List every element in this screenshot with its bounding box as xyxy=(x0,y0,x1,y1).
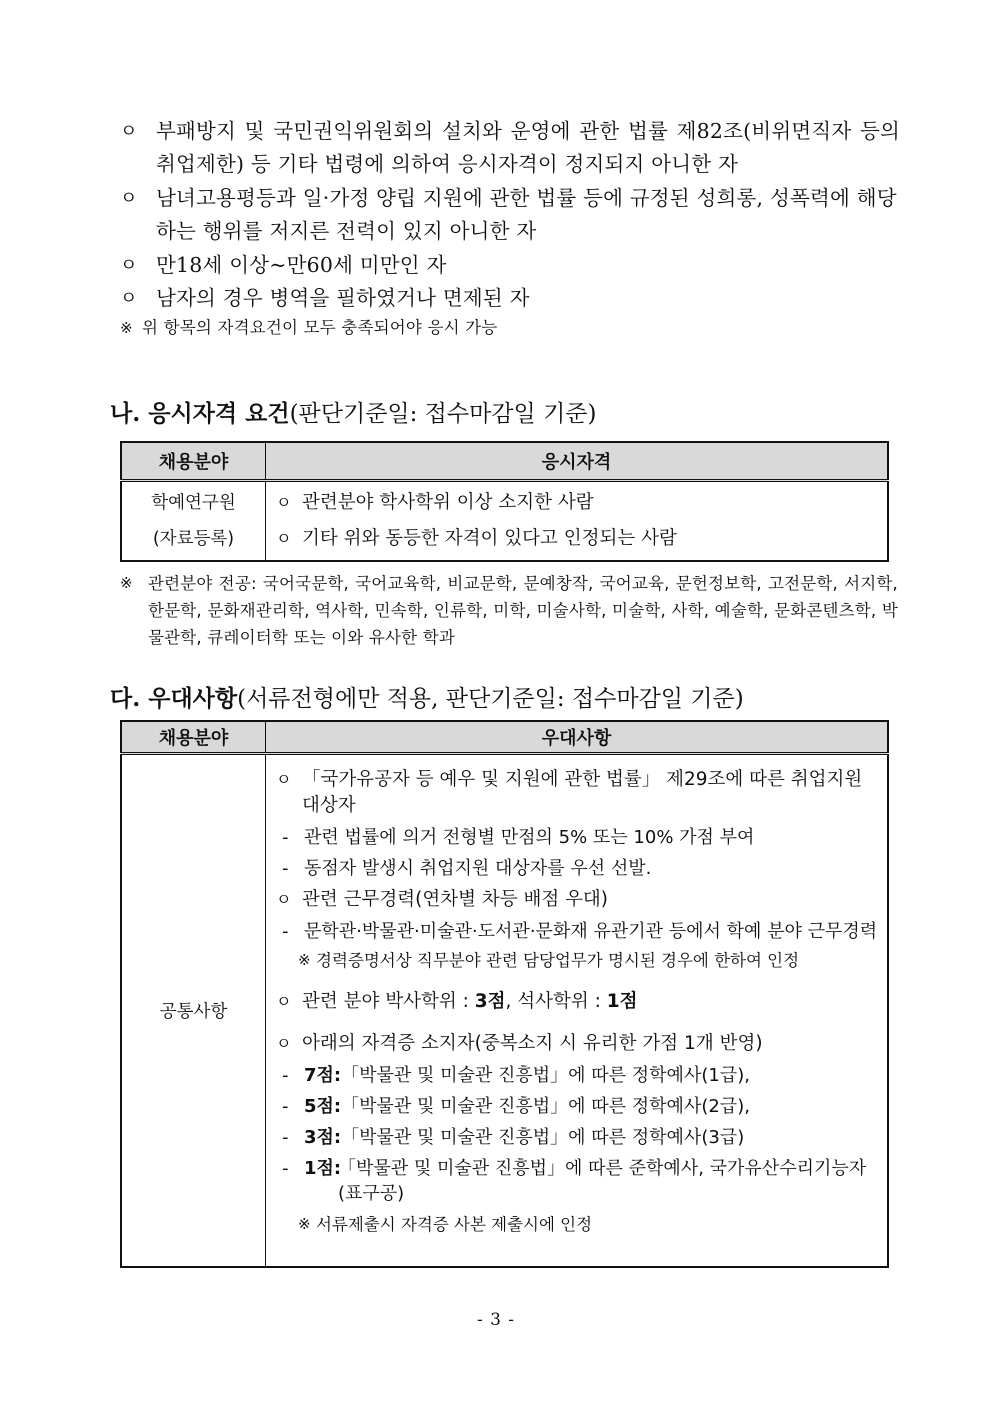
cert-item xyxy=(266,1156,881,1206)
section-heading-da xyxy=(110,680,744,713)
dash-marker: - xyxy=(282,827,289,848)
preference-text: 관련 분야 박사학위 : xyxy=(302,991,475,1012)
preference-text: 「국가유공자 등 예우 및 지원에 관한 법률」 제29조에 따른 취업지원 대상자 xyxy=(302,769,863,816)
table-header: 우대사항 xyxy=(266,721,889,754)
cert-text: 「박물관 및 미술관 진흥법」에 따른 준학예사, 국가유산수리기능자(표구공) xyxy=(338,1158,867,1204)
requirement-text: 기타 위와 동등한 자격이 있다고 인정되는 사람 xyxy=(302,527,677,549)
eligibility-table xyxy=(120,441,889,562)
list-item xyxy=(120,115,900,181)
section-heading-na xyxy=(110,395,597,428)
bullet-marker: ㅇ xyxy=(276,770,292,789)
cert-text: 「박물관 및 미술관 진흥법」에 따른 정학예사(2급), xyxy=(341,1096,750,1117)
list-item-text: 부패방지 및 국민권익위원회의 설치와 운영에 관한 법률 제82조(비위면직자 등의 취업제한) 등 기타 법령에 의하여 응시자격이 정지되지 아니한 자 xyxy=(156,119,900,176)
bullet-marker: ㅇ xyxy=(276,890,292,909)
cert-text: 「박물관 및 미술관 진흥법」에 따른 정학예사(3급) xyxy=(341,1127,745,1148)
page-number: - 3 - xyxy=(476,1310,516,1330)
list-item xyxy=(120,282,900,315)
bullet-marker: ㅇ xyxy=(120,188,138,209)
dash-marker: - xyxy=(282,858,289,879)
sub-item-text: 관련 법률에 의거 전형별 만점의 5% 또는 10% 가점 부여 xyxy=(304,827,755,848)
cert-item xyxy=(266,1125,881,1150)
eligibility-list xyxy=(120,115,900,341)
dash-marker: - xyxy=(282,1127,289,1148)
note-text: 관련분야 전공: 국어국문학, 국어교육학, 비교문학, 문예창작, 국어교육, 문헌정보학, 고전문학, 서지학, 한문학, 문화재관리학, 역사학, 민속학, 인류학, 미학, 미술사학, 미술학, 사학, 예술학, 문화콘텐츠학, 박물관학, 큐레이터학 또는 이와 유사한 학과 xyxy=(148,574,898,647)
list-item-text: 남자의 경우 병역을 필하였거나 면제된 자 xyxy=(156,286,530,310)
note-marker: ※ xyxy=(298,1215,311,1233)
sub-note-text: 경력증명서상 직무분야 관련 담당업무가 명시된 경우에 한하여 인정 xyxy=(316,951,800,970)
cert-points: 3점: xyxy=(304,1127,342,1148)
preference-item xyxy=(266,1031,881,1057)
cert-text: 「박물관 및 미술관 진흥법」에 따른 정학예사(1급), xyxy=(341,1065,750,1086)
table-header: 채용분야 xyxy=(121,721,266,754)
list-item xyxy=(120,182,900,248)
cert-points: 5점: xyxy=(304,1096,342,1117)
field-name-sub: (자료등록) xyxy=(152,528,235,549)
sub-note-text: 서류제출시 자격증 사본 제출시에 인정 xyxy=(316,1215,593,1234)
preference-text: , 석사학위 : xyxy=(505,991,607,1012)
table-cell-field: 공통사항 xyxy=(121,754,266,1267)
section-subtitle: (서류전형에만 적용, 판단기준일: 접수마감일 기준) xyxy=(237,686,744,712)
requirement-item xyxy=(266,485,887,521)
points-doctor: 3점 xyxy=(474,991,506,1012)
table-header: 채용분야 xyxy=(121,442,266,481)
cert-item xyxy=(266,1094,881,1119)
sub-note xyxy=(266,1212,881,1237)
bullet-marker: ㅇ xyxy=(120,288,138,309)
section-title: 다. 우대사항 xyxy=(110,685,238,712)
cert-points: 7점: xyxy=(304,1065,342,1086)
requirement-text: 관련분야 학사학위 이상 소지한 사람 xyxy=(302,491,594,513)
requirement-item xyxy=(266,521,887,557)
bullet-marker: ㅇ xyxy=(276,1034,292,1053)
table-cell-requirements xyxy=(266,481,889,561)
list-item-text: 남녀고용평등과 일·가정 양립 지원에 관한 법률 등에 규정된 성희롱, 성폭력에 해당하는 행위를 저지른 전력이 있지 아니한 자 xyxy=(156,186,897,243)
sub-note xyxy=(266,948,881,973)
list-item-text: 만18세 이상~만60세 미만인 자 xyxy=(156,253,447,277)
sub-item-text: 동점자 발생시 취업지원 대상자를 우선 선발. xyxy=(304,858,652,879)
sub-item xyxy=(266,825,881,850)
preference-table xyxy=(120,720,889,1268)
cert-item xyxy=(266,1063,881,1088)
preference-text: 관련 근무경력(연차별 차등 배점 우대) xyxy=(302,889,609,910)
section-subtitle: (판단기준일: 접수마감일 기준) xyxy=(289,401,597,427)
note-item xyxy=(120,315,900,341)
bullet-marker: ㅇ xyxy=(276,992,292,1011)
bullet-marker: ㅇ xyxy=(120,255,138,276)
preference-text: 아래의 자격증 소지자(중복소지 시 유리한 가점 1개 반영) xyxy=(302,1033,763,1054)
preference-item xyxy=(266,887,881,913)
sub-item xyxy=(266,919,881,944)
table-cell-field xyxy=(121,481,266,561)
list-item xyxy=(120,249,900,282)
note-marker: ※ xyxy=(120,574,133,592)
field-name: 학예연구원 xyxy=(151,492,236,513)
dash-marker: - xyxy=(282,1065,289,1086)
preference-item xyxy=(266,989,881,1015)
bullet-marker: ㅇ xyxy=(276,492,292,512)
dash-marker: - xyxy=(282,1158,289,1179)
sub-item-text: 문학관·박물관·미술관·도서관·문화재 유관기관 등에서 학예 분야 근무경력 xyxy=(304,921,878,942)
note-item xyxy=(120,570,898,651)
major-note xyxy=(120,570,898,651)
table-header: 응시자격 xyxy=(266,442,889,481)
dash-marker: - xyxy=(282,921,289,942)
table-cell-preferences xyxy=(266,754,889,1267)
preference-item xyxy=(266,767,881,819)
bullet-marker: ㅇ xyxy=(120,121,138,142)
dash-marker: - xyxy=(282,1096,289,1117)
note-marker: ※ xyxy=(298,951,311,969)
bullet-marker: ㅇ xyxy=(276,528,292,548)
note-marker: ※ xyxy=(120,319,133,337)
sub-item xyxy=(266,856,881,881)
points-master: 1점 xyxy=(606,991,638,1012)
cert-points: 1점: xyxy=(304,1158,342,1179)
section-title: 나. 응시자격 요건 xyxy=(110,400,290,427)
note-text: 위 항목의 자격요건이 모두 충족되어야 응시 가능 xyxy=(142,318,498,337)
